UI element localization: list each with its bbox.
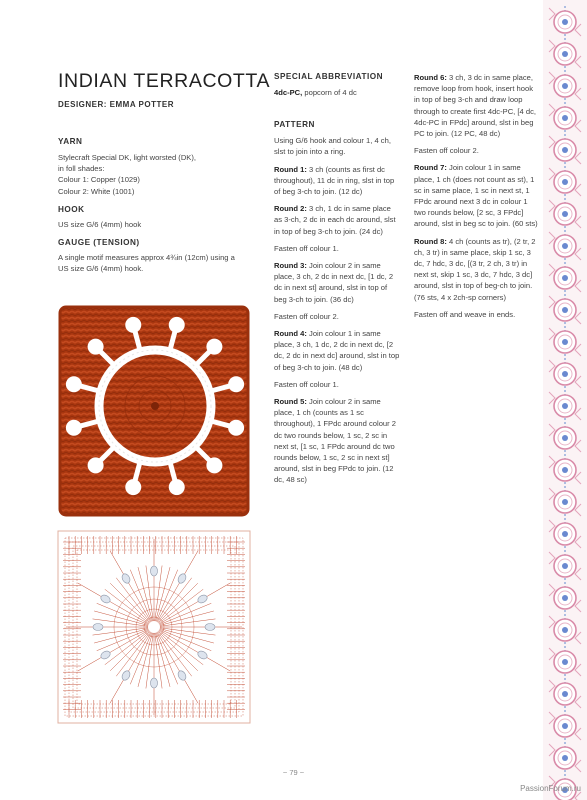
special-abbrev-text xyxy=(274,87,400,98)
gauge-line: US size G/6 (4mm) hook. xyxy=(58,264,144,274)
pattern-round xyxy=(274,328,400,373)
hook-heading: HOOK xyxy=(58,204,85,214)
abbrev-term: 4dc-PC, xyxy=(274,88,303,97)
decorative-side-border xyxy=(543,0,587,800)
round-label: Round 4: xyxy=(274,329,307,339)
pattern-round xyxy=(414,162,540,229)
round-text: Fasten off colour 1. xyxy=(274,243,339,253)
pattern-note xyxy=(274,311,400,322)
column-middle xyxy=(274,72,400,486)
pattern-heading: PATTERN xyxy=(274,120,315,130)
yarn-heading: YARN xyxy=(58,137,83,146)
round-text: Join colour 1 in same place, 1 ch (does not count as st), 1 sc in same place, 1 sc in next st, 1 FPdc around next 3 dc in colour 1 two rounds below, [2 sc, 3 FPdc] around, slst in beg sc to join. (60 sts) xyxy=(414,163,538,229)
round-text: Fasten off colour 2. xyxy=(414,146,479,156)
pattern-note xyxy=(414,145,540,156)
yarn-line: in foll shades: xyxy=(58,164,105,174)
round-text: Join colour 2 in same place, 3 ch, 2 dc in next dc, [1 dc, 2 dc in next st] around, slst in top of beg 3-ch to join. (36 dc) xyxy=(274,261,394,304)
designer-credit: DESIGNER: EMMA POTTER xyxy=(58,100,174,109)
round-text: 3 ch, 3 dc in same place, remove loop from hook, insert hook in top of beg 3-ch and draw loop through to create first 4dc-PC, [4 dc, 4dc-PC in FPdc] around, slst in beg PC to join. (12 PC, 48 dc) xyxy=(414,73,536,139)
pattern-intro: Using G/6 hook and colour 1, 4 ch, slst to join into a ring. xyxy=(274,136,391,157)
round-text: Fasten off colour 2. xyxy=(274,311,339,321)
pattern-title: INDIAN TERRACOTTA xyxy=(58,70,271,92)
page-number: ~ 79 ~ xyxy=(282,768,305,777)
rounds-list-right xyxy=(414,72,540,320)
yarn-line: Stylecraft Special DK, light worsted (DK), xyxy=(58,153,197,162)
round-label: Round 5: xyxy=(274,397,307,407)
round-label: Round 1: xyxy=(274,164,307,174)
pattern-round xyxy=(274,203,400,237)
round-text: Join colour 1 in same place, 3 ch, 1 dc, 2 dc in next dc, [2 dc, 2 dc in next dc] around, slst in top of beg 3-ch to join. (48 dc) xyxy=(274,329,400,372)
column-right xyxy=(414,72,540,320)
round-text: 3 ch (counts as first dc throughout), 11 dc in ring, slst in top of beg 3-ch to join. (12 dc) xyxy=(274,164,395,197)
hook-text: US size G/6 (4mm) hook xyxy=(58,219,142,229)
crochet-chart-diagram xyxy=(57,530,251,724)
round-label: Round 6: xyxy=(414,73,447,82)
pattern-round xyxy=(414,72,540,139)
rounds-list-middle xyxy=(274,158,400,486)
gauge-line: A single motif measures approx 4¾in (12cm) using a xyxy=(58,253,235,263)
column-left xyxy=(58,70,271,274)
round-text: Join colour 2 in same place, 1 ch (counts as 1 sc throughout), 1 FPdc around colour 2 dc two rounds below, 1 sc, 2 sc in next st, [1 sc, 1 FPdc around dc two rounds below, 1 sc, 2 sc in next st] around, slst in beg FPdc to join. (12 dc, 48 sc) xyxy=(274,397,396,485)
crochet-square-photo xyxy=(57,304,251,518)
yarn-line: Colour 2: White (1001) xyxy=(58,186,135,196)
yarn-line: Colour 1: Copper (1029) xyxy=(58,175,140,185)
pattern-note xyxy=(414,309,540,320)
pattern-note xyxy=(274,379,400,390)
pattern-round xyxy=(414,236,540,303)
pattern-round xyxy=(274,164,400,198)
round-label: Round 3: xyxy=(274,261,307,271)
round-label: Round 8: xyxy=(414,236,447,246)
pattern-round xyxy=(274,260,400,305)
round-text: 4 ch (counts as tr), (2 tr, 2 ch, 3 tr) in same place, skip 1 sc, 3 dc, 7 hdc, 3 dc, [(3 tr, 2 ch, 3 tr) in next st, skip 1 sc, 3 dc, 7 hdc, 3 dc] around, slst in top of beg-ch to join. (76 sts, 4 x 2ch-sp corners) xyxy=(414,236,536,302)
special-abbrev-heading: SPECIAL ABBREVIATION xyxy=(274,72,384,81)
round-label: Round 7: xyxy=(414,163,447,173)
pattern-round xyxy=(274,396,400,486)
watermark: PassionForum.ru xyxy=(520,784,581,793)
round-text: Fasten off colour 1. xyxy=(274,379,339,389)
round-label: Round 2: xyxy=(274,204,307,214)
pattern-note xyxy=(274,243,400,254)
yarn-list xyxy=(58,152,258,197)
round-text: Fasten off and weave in ends. xyxy=(414,309,516,319)
round-text: 3 ch, 1 dc in same place as 3-ch, 2 dc in each dc around, slst in top of beg 3-ch to join. (24 dc) xyxy=(274,204,396,236)
abbrev-definition: popcorn of 4 dc xyxy=(302,88,357,97)
gauge-heading: GAUGE (TENSION) xyxy=(58,238,140,248)
